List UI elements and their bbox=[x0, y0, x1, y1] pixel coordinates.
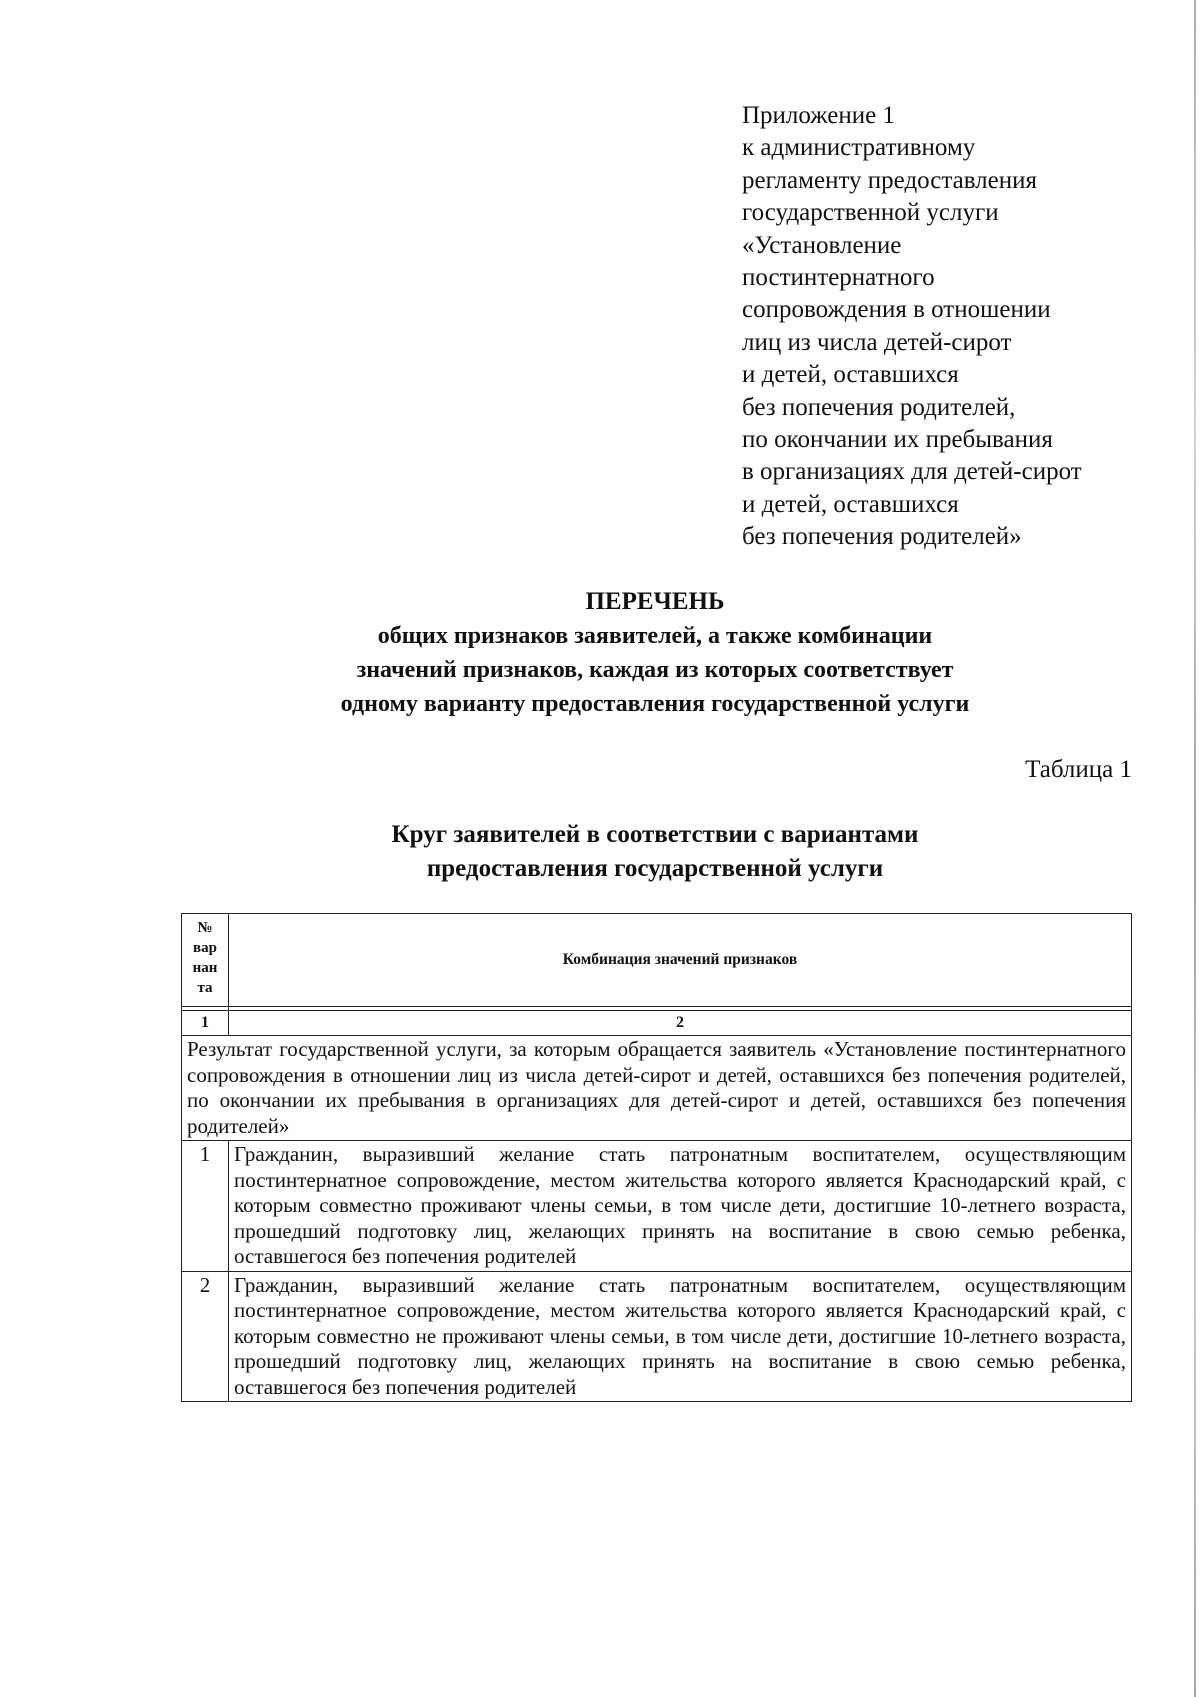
appendix-line: без попечения родителей» bbox=[742, 523, 1022, 551]
appendix-line: без попечения родителей, bbox=[742, 393, 1016, 421]
appendix-note bbox=[742, 100, 1162, 554]
applicants-table bbox=[181, 913, 1132, 1402]
heading-subtitle-line: общих признаков заявителей, а также комбинации bbox=[377, 623, 933, 649]
header-combination: Комбинация значений признаков bbox=[229, 914, 1132, 1007]
table-row bbox=[182, 1271, 1132, 1402]
column-number-cell: 2 bbox=[229, 1011, 1132, 1036]
appendix-line: постинтернатного bbox=[742, 264, 935, 292]
variant-text-cell: Гражданин, выразивший желание стать патронатным воспитателем, осуществляющим постинтернатное сопровождение, местом жительства которого является Краснодарский край, с которым совместно проживают члены семьи, в том числе дети, достигшие 10-летнего возраста, прошедший подготовку лиц, желающих принять на воспитание в свою семью ребенка, оставшегося без попечения родителей bbox=[229, 1141, 1132, 1272]
table-title bbox=[0, 818, 1200, 886]
table-label: Таблица 1 bbox=[1025, 756, 1132, 783]
appendix-line: регламенту предоставления bbox=[742, 166, 1038, 194]
header-no-line: № bbox=[197, 920, 213, 936]
appendix-line: сопровождения в отношении bbox=[742, 296, 1051, 324]
appendix-line: по окончании их пребывания bbox=[742, 426, 1053, 454]
header-variant-number bbox=[182, 914, 229, 1007]
variant-text-cell: Гражданин, выразивший желание стать патронатным воспитателем, осуществляющим постинтернатное сопровождение, местом жительства которого является Краснодарский край, с которым совместно не проживают члены семьи, в том числе дети, достигшие 10-летнего возраста, прошедший подготовку лиц, желающих принять на воспитание в свою семью ребенка, оставшегося без попечения родителей bbox=[229, 1271, 1132, 1402]
table-title-line: предоставления государственной услуги bbox=[426, 855, 884, 882]
heading-title: ПЕРЕЧЕНЬ bbox=[585, 588, 725, 615]
appendix-line: в организациях для детей-сирот bbox=[742, 458, 1082, 486]
appendix-line: и детей, оставшихся bbox=[742, 361, 959, 389]
heading-subtitle-line: одному варианту предоставления государственной услуги bbox=[340, 691, 970, 717]
header-no-line: та bbox=[197, 980, 213, 996]
variant-number-cell: 2 bbox=[182, 1271, 229, 1402]
variant-number-cell: 1 bbox=[182, 1141, 229, 1272]
result-row bbox=[182, 1036, 1132, 1141]
table-row bbox=[182, 1141, 1132, 1272]
document-heading bbox=[0, 585, 1200, 721]
table-header-row bbox=[182, 914, 1132, 1007]
column-number-row bbox=[182, 1011, 1132, 1036]
appendix-line: лиц из числа детей-сирот bbox=[742, 328, 1012, 356]
appendix-line: «Установление bbox=[742, 231, 902, 259]
appendix-line: к административному bbox=[742, 134, 976, 162]
column-number-cell: 1 bbox=[182, 1011, 229, 1036]
heading-subtitle-line: значений признаков, каждая из которых соответствует bbox=[356, 657, 954, 683]
table-title-line: Круг заявителей в соответствии с вариантами bbox=[391, 821, 919, 848]
appendix-line: государственной услуги bbox=[742, 199, 999, 227]
header-no-line: нан bbox=[192, 960, 218, 976]
appendix-line: и детей, оставшихся bbox=[742, 490, 959, 518]
appendix-line: Приложение 1 bbox=[742, 102, 895, 129]
header-no-line: вар bbox=[193, 940, 217, 956]
result-cell: Результат государственной услуги, за которым обращается заявитель «Установление постинтернатного сопровождения в отношении лиц из числа детей-сирот и детей, оставшихся без попечения родителей, по окончании их пребывания в организациях для детей-сирот и детей, оставшихся без попечения родителей» bbox=[182, 1036, 1132, 1141]
